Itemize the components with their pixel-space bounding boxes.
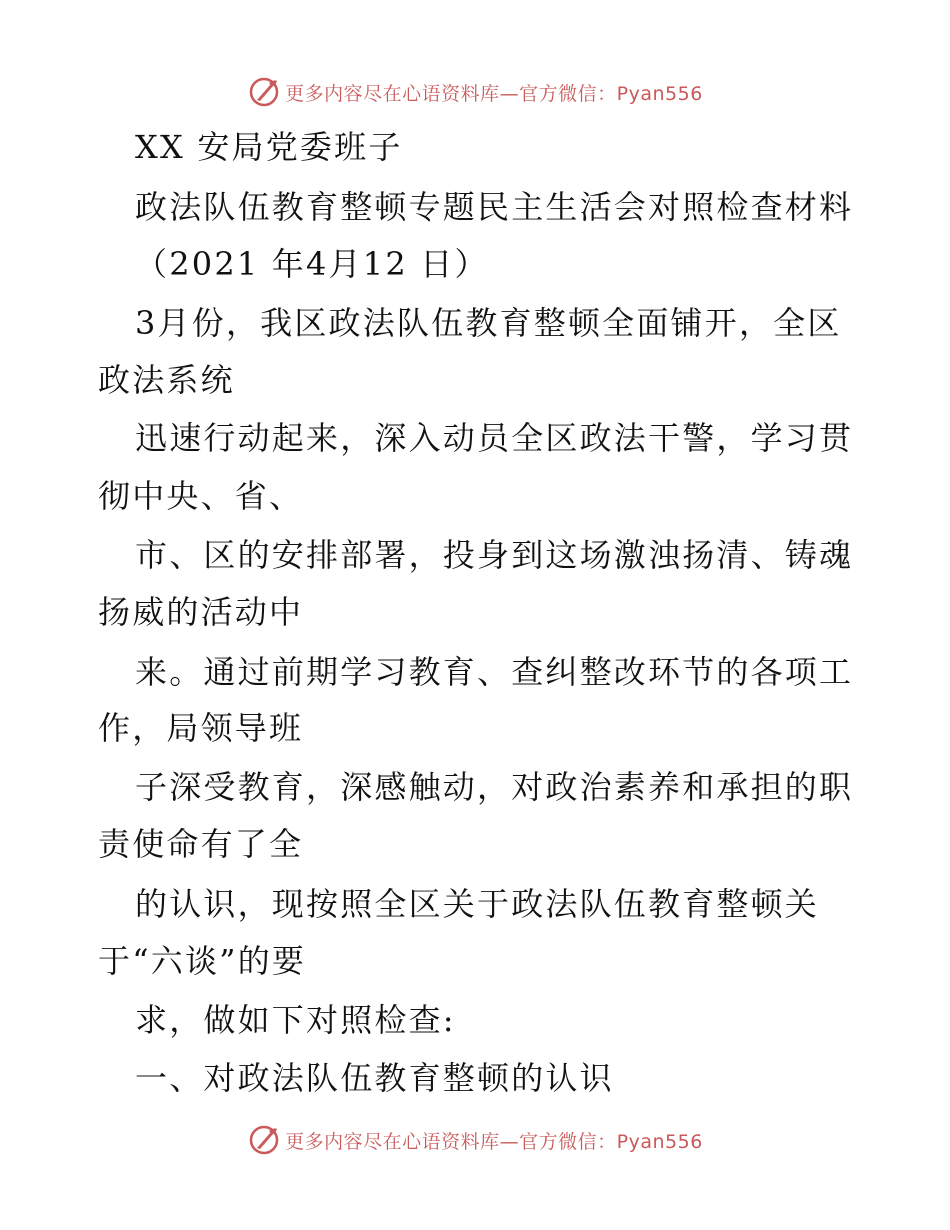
doc-line: 3月份，我区政法队伍教育整顿全面铺开，全区 xyxy=(135,304,842,342)
doc-line: 求，做如下对照检查: xyxy=(135,1001,456,1039)
doc-line: 的认识，现按照全区关于政法队伍教育整顿关 xyxy=(135,885,820,923)
doc-line: 扬威的活动中 xyxy=(98,593,304,631)
doc-line-date: （2021 年4月12 日） xyxy=(135,245,489,283)
doc-line: 市、区的安排部署，投身到这场激浊扬清、铸魂 xyxy=(135,536,854,574)
doc-line: 作，局领导班 xyxy=(98,709,304,747)
doc-line: 彻中央、省、 xyxy=(98,477,304,515)
watermark-text: 更多内容尽在心语资料库—官方微信：Pyan556 xyxy=(285,82,703,105)
quill-logo-icon xyxy=(247,1123,281,1157)
doc-line-title-org: XX 安局党委班子 xyxy=(135,128,403,166)
doc-line: 来。通过前期学习教育、查纠整改环节的各项工 xyxy=(135,653,854,691)
quill-logo-icon xyxy=(247,75,281,109)
watermark-banner-top xyxy=(0,72,950,112)
doc-line: 迅速行动起来，深入动员全区政法干警，学习贯 xyxy=(135,419,854,457)
doc-line: 子深受教育，深感触动，对政治素养和承担的职 xyxy=(135,768,854,806)
doc-line-section-heading: 一、对政法队伍教育整顿的认识 xyxy=(135,1059,614,1097)
doc-line: 政法系统 xyxy=(98,361,235,399)
doc-line-title-main: 政法队伍教育整顿专题民主生活会对照检查材料 xyxy=(135,188,854,226)
doc-line: 于“六谈”的要 xyxy=(98,942,307,980)
doc-line: 责使命有了全 xyxy=(98,825,304,863)
watermark-text: 更多内容尽在心语资料库—官方微信：Pyan556 xyxy=(285,1130,703,1153)
watermark-banner-bottom xyxy=(0,1120,950,1160)
